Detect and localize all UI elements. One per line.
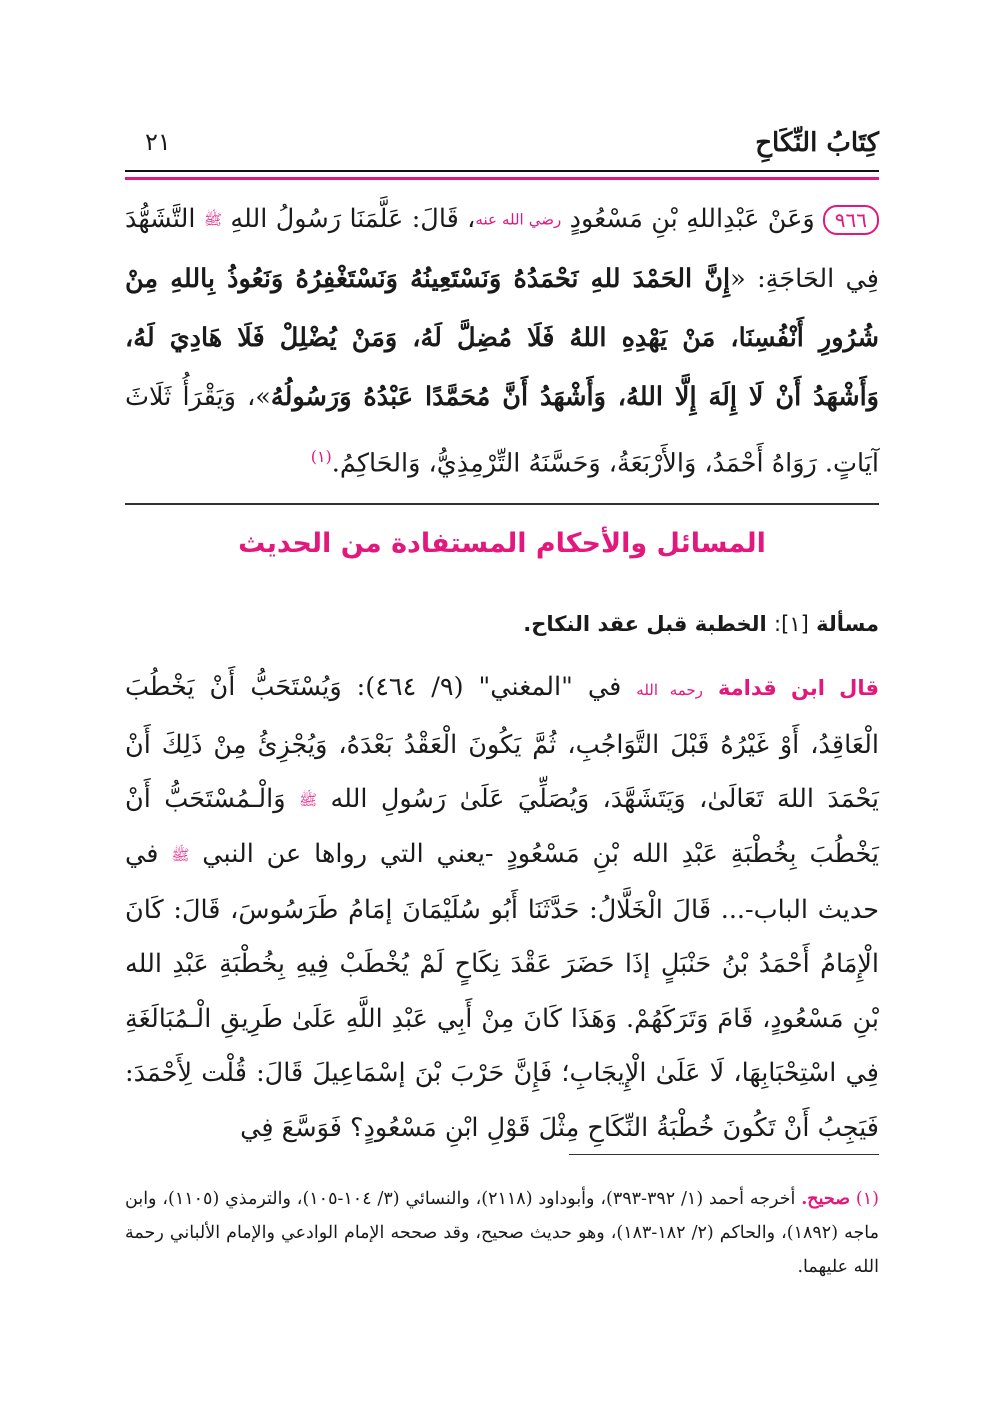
section-title: المسائل والأحكام المستفادة من الحديث xyxy=(238,528,766,559)
hadith-tail: »، وَيَقْرَأُ ثَلَاثَ آيَاتٍ. رَوَاهُ أَحْمَدُ، وَالأَرْبَعَةُ، وَحَسَّنَهُ التِّرْمِذِيُّ، وَالحَاكِمُ. xyxy=(125,381,879,478)
page-number: ٢١ xyxy=(145,128,171,156)
salla-honorific-icon-3: ﷺ xyxy=(171,846,190,864)
hadith-number-badge: ٩٦٦ xyxy=(823,205,879,235)
body-paragraph xyxy=(125,660,879,1155)
salla-honorific-icon-2: ﷺ xyxy=(298,790,318,809)
footnote xyxy=(125,1182,879,1284)
body-text-2: وَالْـمُسْتَحَبُّ أَنْ يَخْطُبَ بِخُطْبَةِ عَبْدِ الله بْنِ مَسْعُودٍ -يعني التي رواها عن النبي xyxy=(125,784,880,870)
section-divider xyxy=(125,503,879,505)
hadith-intro: وَعَنْ عَبْدِاللهِ بْنِ مَسْعُودٍ xyxy=(569,204,815,234)
footnote-grade: صحيح. xyxy=(801,1189,851,1209)
salla-honorific-icon: ﷺ xyxy=(203,210,222,229)
masala-title: الخطبة قبل عقد النكاح. xyxy=(523,612,767,636)
hadith-intro-2: ، قَالَ: عَلَّمَنَا رَسُولُ اللهِ xyxy=(230,204,476,234)
hadith-intro-3: التَّشَهُّدَ فِي الحَاجَةِ: « xyxy=(125,204,879,294)
header-rule xyxy=(125,170,879,172)
masala-number: [١]: xyxy=(774,612,809,636)
footnote-text: أخرجه أحمد (١/ ٣٩٢-٣٩٣)، وأبوداود (٢١١٨)، والنسائي (٣/ ١٠٤-١٠٥)، والترمذي (١١٠٥)، وابن ماجه (١٨٩٢)، والحاكم (٢/ ١٨٢-١٨٣)، وهو حديث صحيح، وقد صححه الإمام الوادعي والإمام الألباني رحمة الله عليهما. xyxy=(125,1189,880,1277)
page-header xyxy=(125,122,879,172)
hadith-text: إِنَّ الحَمْدَ للهِ نَحْمَدُهُ وَنَسْتَعِينُهُ وَنَسْتَغْفِرُهُ وَنَعُوذُ بِاللهِ مِنْ شُرُورِ أَنْفُسِنَا، مَنْ يَهْدِهِ اللهُ فَلَا مُضِلَّ لَهُ، وَمَنْ يُضْلِلْ فَلَا هَادِيَ لَهُ، وَأَشْهَدُ أَنْ لَا إِلَهَ إِلَّا اللهُ، وَأَشْهَدُ أَنَّ مُحَمَّدًا عَبْدُهُ وَرَسُولُهُ xyxy=(125,263,879,412)
footnote-rule xyxy=(569,1154,879,1155)
footnote-mark: (١) xyxy=(855,1189,879,1209)
header-accent-rule xyxy=(125,177,879,180)
masala-heading xyxy=(125,612,879,636)
rahimahu-honorific-icon: رحمه الله xyxy=(636,681,703,699)
masala-label: مسألة xyxy=(816,612,879,636)
book-title: كِتَابُ النِّكَاحِ xyxy=(755,128,879,158)
body-text-3: في حديث الباب-... قَالَ الْخَلَّالُ: حَدَّثَنَا أَبُو سُلَيْمَانَ إمَامُ طَرَسُوسَ، قَالَ: كَانَ الْإِمَامُ أَحْمَدُ بْنُ حَنْبَلٍ إذَا حَضَرَ عَقْدَ نِكَاحٍ لَمْ يُخْطَبْ فِيهِ بِخُطْبَةِ عَبْدِ الله بْنِ مَسْعُودٍ، قَامَ وَتَرَكَهُمْ. وَهَذَا كَانَ مِنْ أَبِي عَبْدِ اللَّهِ عَلَىٰ طَرِيقِ الْـمُبَالَغَةِ فِي اسْتِحْبَابِهَا، لَا عَلَىٰ الْإِيجَابِ؛ فَإِنَّ حَرْبَ بْنَ إسْمَاعِيلَ قَالَ: قُلْت لِأَحْمَدَ: فَيَجِبُ أَنْ تَكُونَ خُطْبَةُ النِّكَاحِ مِثْلَ قَوْلِ ابْنِ مَسْعُودٍ؟ فَوَسَّعَ فِي xyxy=(125,839,879,1143)
footnote-ref: (١) xyxy=(310,446,332,466)
quoted-scholar: قال ابن قدامة xyxy=(717,676,879,700)
hadith-block xyxy=(125,190,879,493)
body-text-1: في "المغني" (٩/ ٤٦٤): وَيُسْتَحَبُّ أَنْ يَخْطُبَ الْعَاقِدُ، أَوْ غَيْرُهُ قَبْلَ التَّوَاجُبِ، ثُمَّ يَكُونَ الْعَقْدُ بَعْدَهُ، وَيُجْزِئُ مِنْ ذَلِكَ أَنْ يَحْمَدَ اللهَ تَعَالَىٰ، وَيَتَشَهَّدَ، وَيُصَلِّيَ عَلَىٰ رَسُولِ الله xyxy=(125,672,880,814)
radiya-honorific-icon: رضي الله عنه xyxy=(475,210,562,229)
